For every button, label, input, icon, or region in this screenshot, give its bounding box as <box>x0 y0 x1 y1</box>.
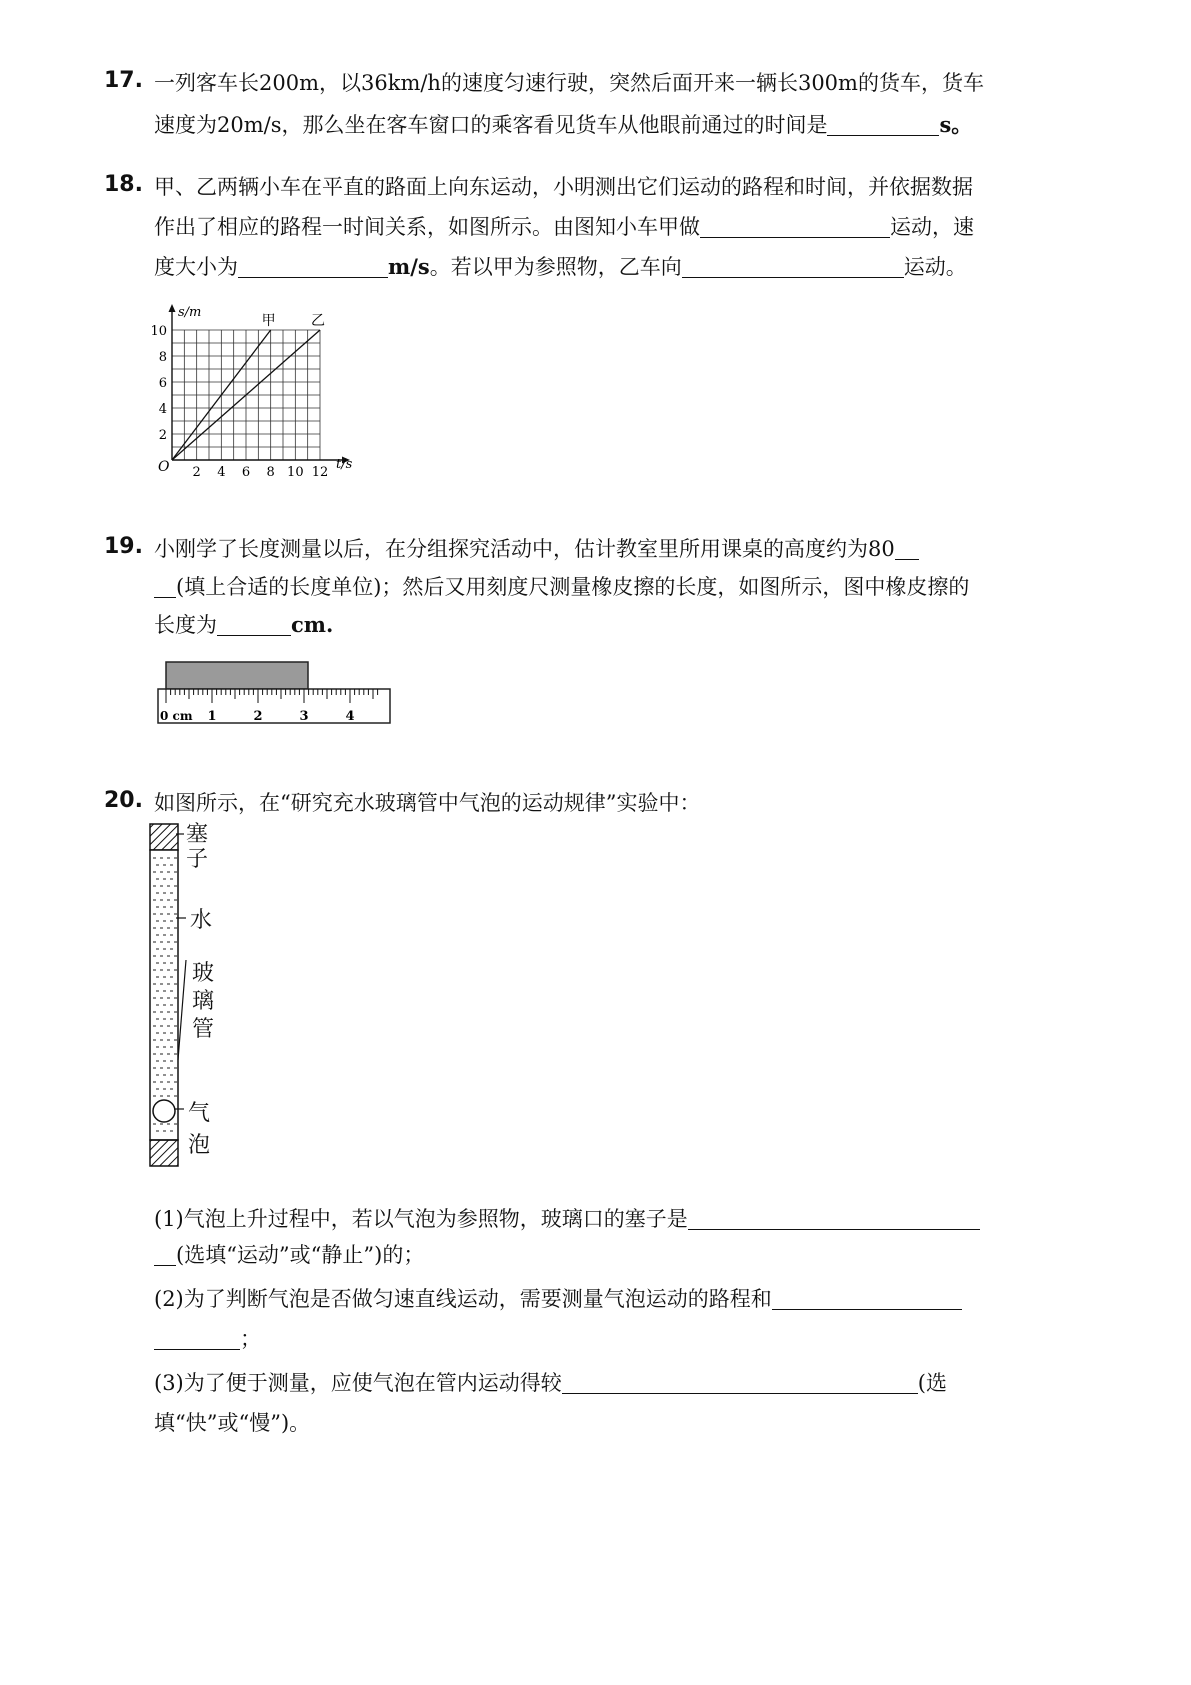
tube-leader <box>178 960 186 1060</box>
question-text-line <box>154 252 967 282</box>
ruler-label: 1 <box>207 709 217 724</box>
y-axis-label: s/m <box>178 305 202 320</box>
question-part <box>154 1324 261 1354</box>
answer-blank[interactable] <box>700 215 890 238</box>
answer-blank[interactable] <box>154 1243 176 1266</box>
y-tick-label: 8 <box>158 350 167 365</box>
x-axis-label: t/s <box>336 457 353 472</box>
question-text: 。若以甲为参照物，乙车向 <box>429 255 682 279</box>
question-text-line: 一列客车长200m，以36km/h的速度匀速行驶，突然后面开来一辆长300m的货车，货车 <box>154 71 984 95</box>
question-text-line <box>154 212 974 242</box>
y-tick-label: 10 <box>150 324 167 339</box>
question-text: 度大小为 <box>154 255 238 279</box>
question-text-line <box>154 610 333 640</box>
eraser <box>166 662 308 689</box>
unit-label: m/s <box>388 254 430 279</box>
question-text-line: 如图所示，在“研究充水玻璃管中气泡的运动规律”实验中： <box>154 791 701 815</box>
question-text: (2)为了判断气泡是否做匀速直线运动，需要测量气泡运动的路程和 <box>154 1287 772 1311</box>
answer-blank[interactable] <box>154 575 176 598</box>
ruler-body <box>158 689 390 723</box>
unit-label: cm. <box>291 612 334 637</box>
question-text: 速度为20m/s，那么坐在客车窗口的乘客看见货车从他眼前通过的时间是 <box>154 113 828 137</box>
stopper-top <box>150 824 178 850</box>
question-text: 作出了相应的路程一时间关系，如图所示。由图知小车甲做 <box>154 215 700 239</box>
question-text: 小刚学了长度测量以后，在分组探究活动中，估计教室里所用课桌的高度约为80 <box>154 537 895 561</box>
air-bubble <box>153 1100 175 1122</box>
answer-blank[interactable] <box>895 537 919 560</box>
answer-blank[interactable] <box>217 613 291 636</box>
question-text: (填上合适的长度单位)；然后又用刻度尺测量橡皮擦的长度，如图所示，图中橡皮擦的 <box>176 575 970 599</box>
question-number: 20. <box>104 788 143 813</box>
distance-time-chart <box>150 292 380 488</box>
question-text-line <box>154 110 972 140</box>
ruler-label: 2 <box>253 709 263 724</box>
water-label: 水 <box>190 908 213 933</box>
question-text: 运动。 <box>903 255 967 279</box>
question-text: 运动，速 <box>890 215 974 239</box>
ruler-with-eraser <box>156 660 396 726</box>
question-part <box>154 1368 947 1398</box>
answer-blank[interactable] <box>238 255 388 278</box>
question-text: (选 <box>917 1371 947 1395</box>
question-part <box>154 1240 424 1270</box>
unit-label: s。 <box>939 112 973 137</box>
stopper-label: 塞子 <box>186 822 209 872</box>
x-tick-label: 12 <box>311 465 329 480</box>
series-label: 甲 <box>261 313 276 329</box>
series-label: 乙 <box>311 313 325 329</box>
question-part <box>154 1204 980 1234</box>
question-text: (1)气泡上升过程中，若以气泡为参照物，玻璃口的塞子是 <box>154 1207 688 1231</box>
y-axis-arrow <box>169 304 176 312</box>
chart-ticks <box>150 324 328 480</box>
answer-blank[interactable] <box>682 255 904 278</box>
question-number: 18. <box>104 172 143 197</box>
question-part: 填“快”或“慢”)。 <box>154 1411 311 1435</box>
stopper-bottom <box>150 1140 178 1166</box>
ruler-unit-label: 0 cm <box>160 709 193 723</box>
question-number: 19. <box>104 534 143 559</box>
x-tick-label: 10 <box>287 465 304 480</box>
bubble-label: 气泡 <box>188 1101 211 1158</box>
question-text: 长度为 <box>154 613 217 637</box>
y-tick-label: 4 <box>158 402 167 417</box>
x-tick-label: 6 <box>241 465 251 480</box>
ruler-label: 4 <box>345 709 355 724</box>
tube-label: 玻璃管 <box>192 961 215 1042</box>
answer-blank[interactable] <box>562 1371 918 1394</box>
answer-blank[interactable] <box>827 113 939 136</box>
question-number: 17. <box>104 68 143 93</box>
x-tick-label: 8 <box>266 465 275 480</box>
answer-blank[interactable] <box>688 1207 980 1230</box>
y-tick-label: 6 <box>158 376 167 391</box>
y-tick-label: 2 <box>158 428 167 443</box>
question-text-line <box>154 534 919 564</box>
answer-blank[interactable] <box>154 1327 240 1350</box>
chart-series <box>172 313 325 460</box>
question-text: ； <box>240 1327 261 1351</box>
question-part <box>154 1284 962 1314</box>
answer-blank[interactable] <box>772 1287 962 1310</box>
x-tick-label: 4 <box>217 465 226 480</box>
question-text-line <box>154 572 969 602</box>
x-tick-label: 2 <box>192 465 201 480</box>
question-text: (选填“运动”或“静止”)的； <box>176 1243 425 1267</box>
question-text: (3)为了便于测量，应使气泡在管内运动得较 <box>154 1371 562 1395</box>
origin-label: O <box>158 459 170 475</box>
ruler-label: 3 <box>299 709 309 724</box>
question-text-line: 甲、乙两辆小车在平直的路面上向东运动，小明测出它们运动的路程和时间，并依据数据 <box>154 175 973 199</box>
